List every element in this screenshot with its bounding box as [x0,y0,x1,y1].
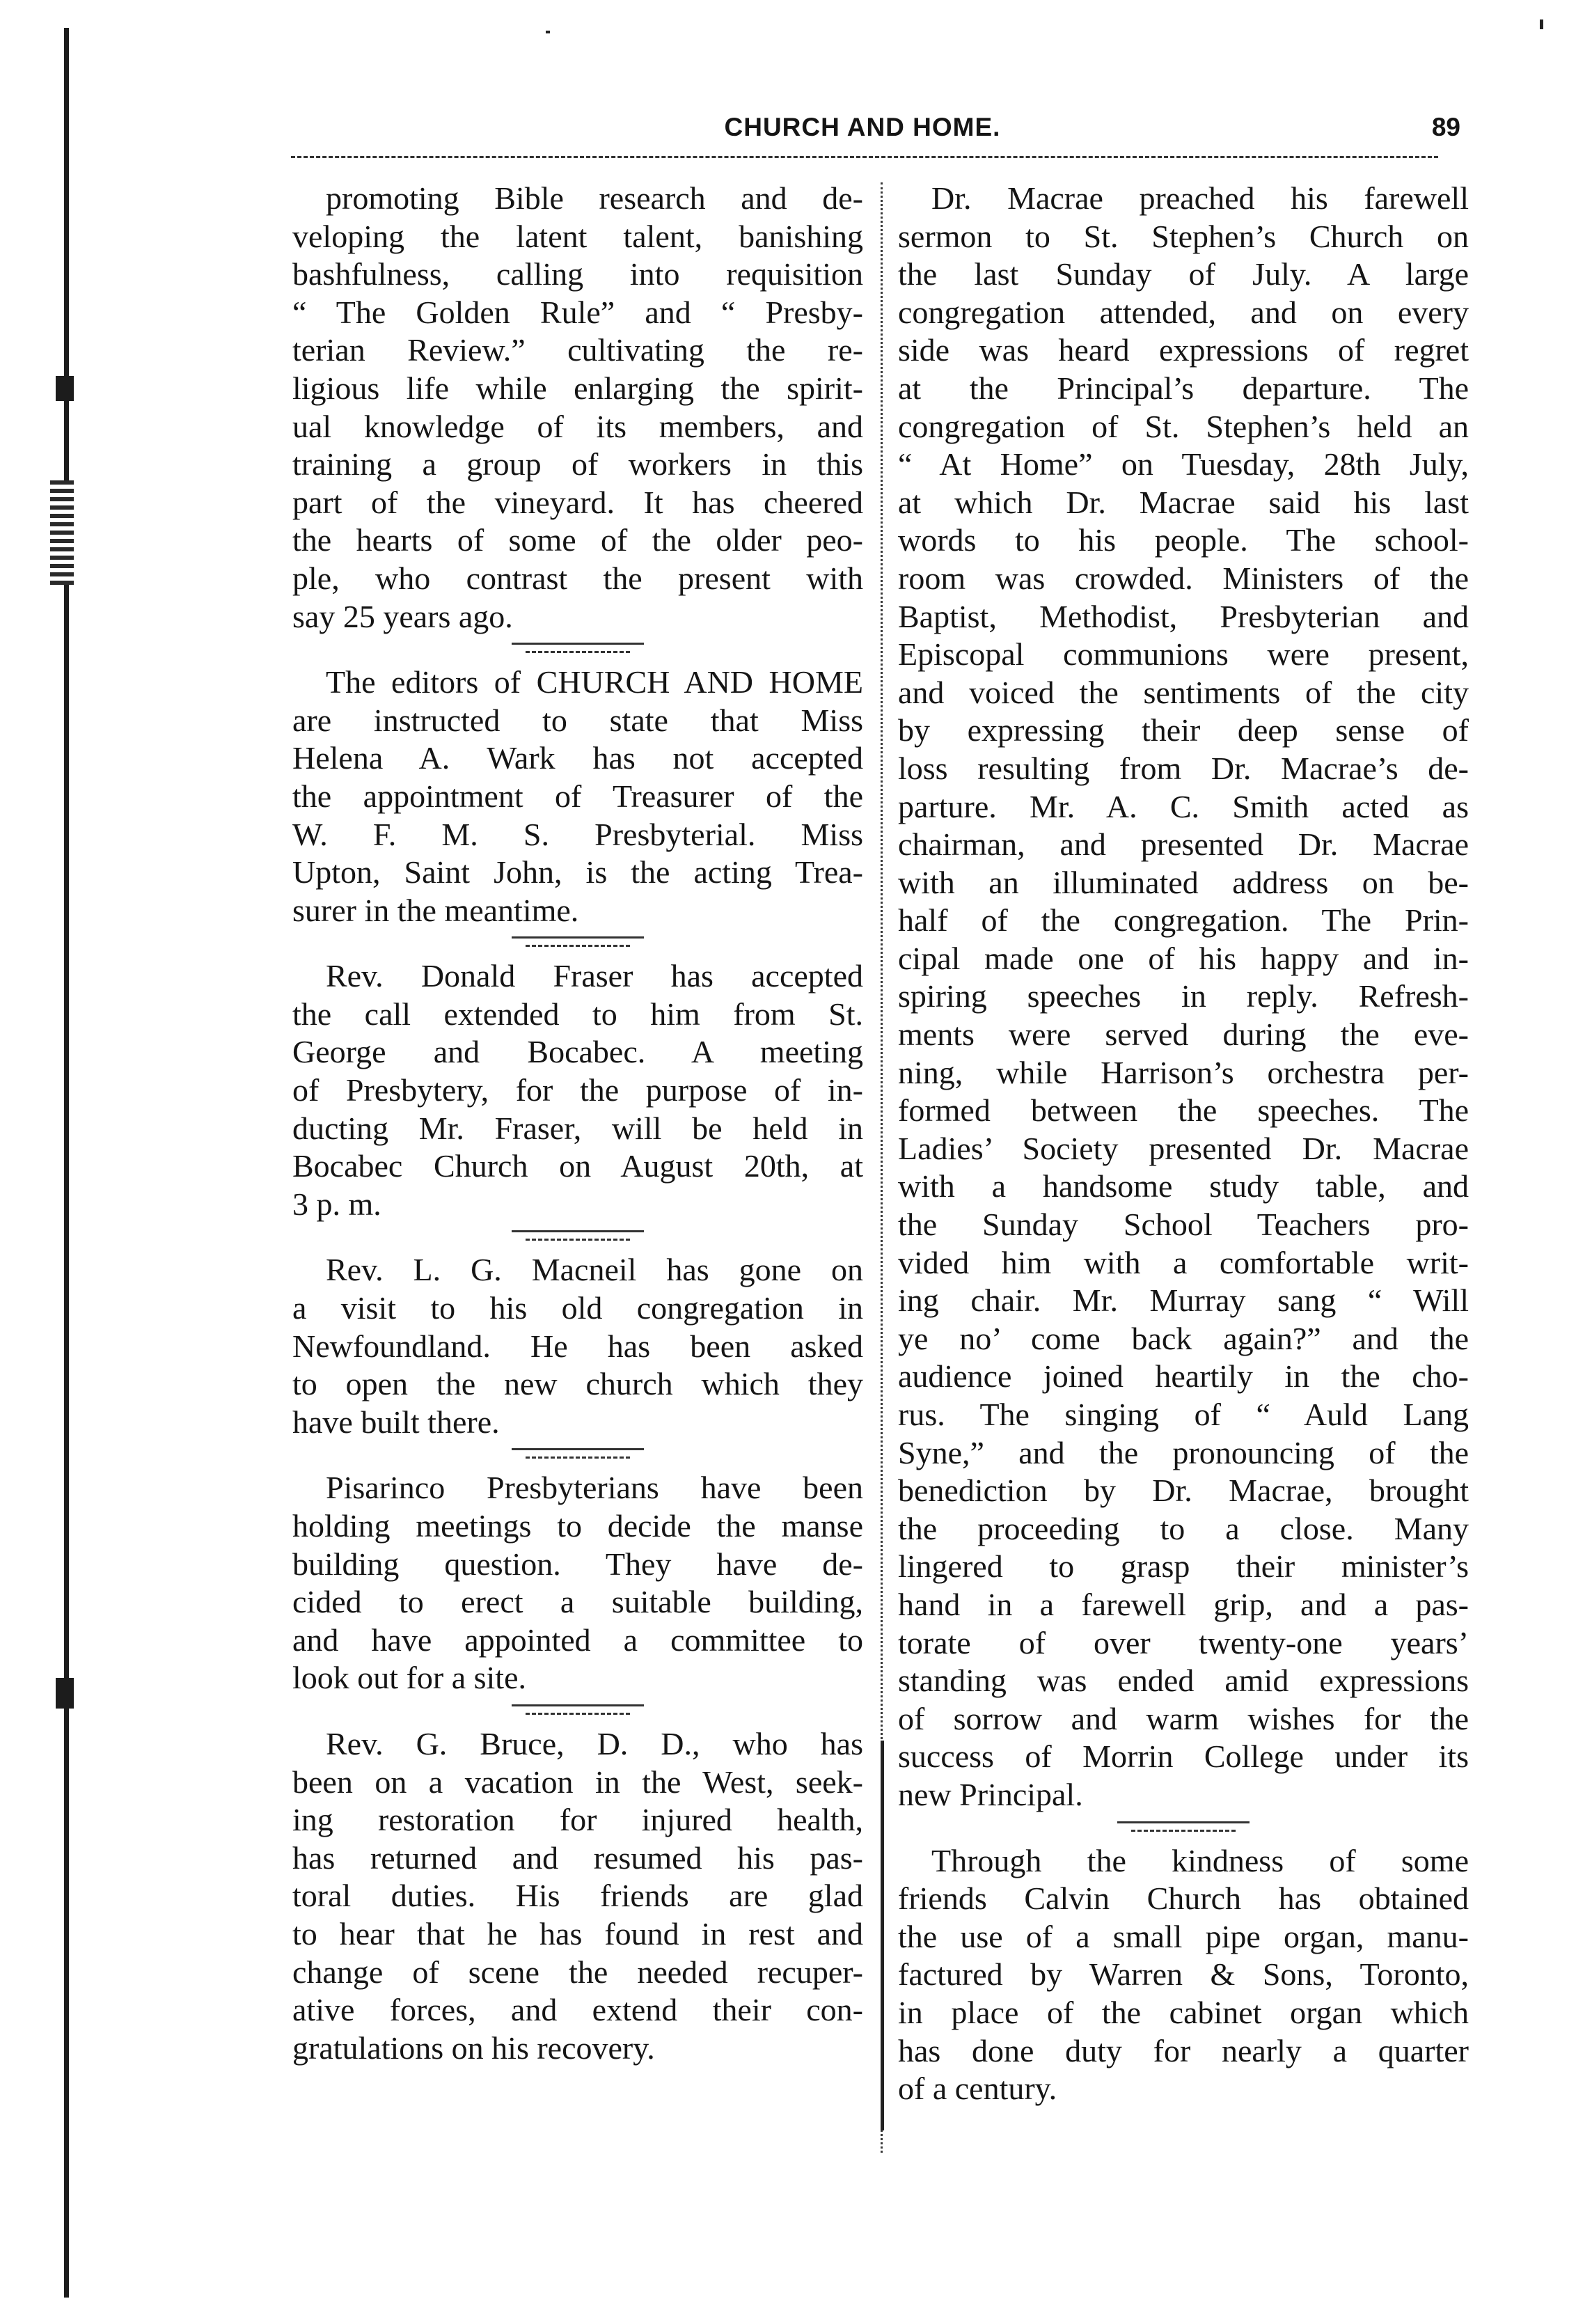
text-line: of Presbytery, for the purpose of in- [292,1072,863,1108]
text-line: Helena A. Wark has not accepted [292,740,863,776]
text-line: of sorrow and warm wishes for the [898,1700,1469,1736]
text-line: torate of over twenty-one years’ [898,1624,1469,1660]
text-line: Rev. G. Bruce, D. D., who has [326,1725,863,1761]
text-line: building question. They have de- [292,1546,863,1582]
text-line: Rev. L. G. Macneil has gone on [326,1252,863,1288]
text-line: terian Review.” cultivating the re- [292,332,863,368]
text-line: formed between the speeches. The [898,1092,1469,1129]
text-line: Pisarinco Presbyterians have been [326,1470,863,1506]
text-line: with an illuminated address on be- [898,864,1469,900]
text-line: Syne,” and the pronouncing of the [898,1434,1469,1470]
text-line: room was crowded. Ministers of the [898,560,1469,596]
text-line: at which Dr. Macrae said his last [898,484,1469,520]
section-separator [292,636,863,664]
text-line: Upton, Saint John, is the acting Trea- [292,854,863,890]
text-line: has done duty for nearly a quarter [898,2032,1469,2068]
text-line: side was heard expressions of regret [898,332,1469,368]
text-line: “ At Home” on Tuesday, 28th July, [898,446,1469,482]
text-line: Dr. Macrae preached his farewell [931,180,1469,216]
text-line: has returned and resumed his pas- [292,1839,863,1876]
text-line: congregation attended, and on every [898,294,1469,330]
binding-edge [64,28,69,2298]
section-separator [292,1223,863,1251]
text-line: words to his people. The school- [898,522,1469,558]
text-line: training a group of workers in this [292,446,863,482]
text-line: hand in a farewell grip, and a pas- [898,1586,1469,1622]
speck [1540,19,1543,29]
text-line: ducting Mr. Fraser, will be held in [292,1110,863,1146]
news-item [292,180,863,636]
text-line: cipal made one of his happy and in- [898,940,1469,976]
section-separator [292,1697,863,1725]
text-line: part of the vineyard. It has cheered [292,484,863,520]
text-line: The editors of CHURCH AND HOME [326,664,863,700]
news-item [292,664,863,929]
text-line: 3 p. m. [292,1186,381,1222]
text-line: vided him with a comfortable writ- [898,1244,1469,1280]
text-line: the use of a small pipe organ, manu- [898,1918,1469,1954]
page-number: 89 [1431,113,1460,141]
text-line: Baptist, Methodist, Presbyterian and [898,598,1469,634]
text-line: Episcopal communions were present, [898,636,1469,673]
text-line: “ The Golden Rule” and “ Presby- [292,294,863,330]
text-line: veloping the latent talent, banishing [292,218,863,254]
text-line: Through the kindness of some [931,1842,1469,1878]
text-line: the appointment of Treasurer of the [292,778,863,814]
text-line: been on a vacation in the West, seek- [292,1764,863,1800]
text-line: cided to erect a suitable building, [292,1584,863,1620]
text-line: ative forces, and extend their con- [292,1992,863,2028]
text-line: ual knowledge of its members, and [292,408,863,444]
section-separator [292,1441,863,1469]
news-item [898,180,1469,1814]
text-line: in place of the cabinet organ which [898,1994,1469,2030]
left-column [292,180,863,2067]
text-line: and have appointed a committee to [292,1622,863,1658]
text-line: gratulations on his recovery. [292,2029,655,2066]
news-item [292,1469,863,1697]
text-line: W. F. M. S. Presbyterial. Miss [292,816,863,852]
text-line: ligious life while enlarging the spirit- [292,370,863,406]
text-line: Rev. Donald Fraser has accepted [326,958,863,994]
text-line: ing restoration for injured health, [292,1802,863,1838]
text-line: standing was ended amid expressions [898,1663,1469,1699]
text-line: surer in the meantime. [292,892,579,928]
right-column [898,180,1469,2108]
text-line: Ladies’ Society presented Dr. Macrae [898,1130,1469,1166]
text-line: Newfoundland. He has been asked [292,1328,863,1364]
news-item [292,1251,863,1441]
binding-mark [50,480,74,585]
text-line: lingered to grasp their minister’s [898,1548,1469,1585]
text-line: promoting Bible research and de- [326,180,863,216]
text-line: audience joined heartily in the cho- [898,1358,1469,1395]
speck [546,31,550,33]
news-item [292,1725,863,2067]
text-line: chairman, and presented Dr. Macrae [898,826,1469,863]
text-line: congregation of St. Stephen’s held an [898,408,1469,444]
text-line: by expressing their deep sense of [898,712,1469,748]
text-line: factured by Warren & Sons, Toronto, [898,1956,1469,1993]
text-line: sermon to St. Stephen’s Church on [898,218,1469,254]
text-line: a visit to his old congregation in [292,1290,863,1326]
text-line: toral duties. His friends are glad [292,1878,863,1914]
text-line: friends Calvin Church has obtained [898,1881,1469,1917]
text-line: change of scene the needed recuper- [292,1954,863,1990]
text-line: to hear that he has found in rest and [292,1915,863,1952]
header-rule [291,156,1438,158]
text-line: holding meetings to decide the manse [292,1508,863,1544]
text-line: George and Bocabec. A meeting [292,1034,863,1070]
news-item [292,957,863,1223]
text-line: success of Morrin College under its [898,1738,1469,1775]
text-line: the last Sunday of July. A large [898,256,1469,292]
text-line: say 25 years ago. [292,598,513,634]
text-line: ple, who contrast the present with [292,560,863,596]
text-line: the Sunday School Teachers pro- [898,1207,1469,1243]
section-separator [292,929,863,957]
text-line: the proceeding to a close. Many [898,1510,1469,1546]
text-line: bashfulness, calling into requisition [292,256,863,292]
section-separator [898,1814,1469,1842]
text-line: new Principal. [898,1776,1083,1812]
text-line: at the Principal’s departure. The [898,370,1469,406]
text-line: the call extended to him from St. [292,996,863,1032]
text-line: half of the congregation. The Prin- [898,902,1469,939]
text-line: of a century. [898,2071,1057,2107]
binding-mark [56,376,74,401]
running-title: CHURCH AND HOME. [724,113,1001,141]
text-line: spiring speeches in reply. Refresh- [898,978,1469,1014]
text-line: and voiced the sentiments of the city [898,674,1469,710]
news-item [898,1842,1469,2108]
binding-mark [56,1678,74,1709]
text-line: parture. Mr. A. C. Smith acted as [898,788,1469,824]
text-line: are instructed to state that Miss [292,702,863,738]
text-line: look out for a site. [292,1660,526,1696]
text-line: ye no’ come back again?” and the [898,1320,1469,1356]
text-line: loss resulting from Dr. Macrae’s de- [898,750,1469,786]
text-line: with a handsome study table, and [898,1168,1469,1204]
text-line: ments were served during the eve- [898,1016,1469,1053]
text-line: ning, while Harrison’s orchestra per- [898,1054,1469,1090]
column-divider [881,1741,884,2130]
text-line: Bocabec Church on August 20th, at [292,1148,863,1184]
text-line: to open the new church which they [292,1366,863,1402]
text-line: the hearts of some of the older peo- [292,522,863,558]
text-line: have built there. [292,1404,500,1440]
text-line: benediction by Dr. Macrae, brought [898,1473,1469,1509]
text-line: rus. The singing of “ Auld Lang [898,1397,1469,1432]
text-line: ing chair. Mr. Murray sang “ Will [898,1282,1469,1319]
